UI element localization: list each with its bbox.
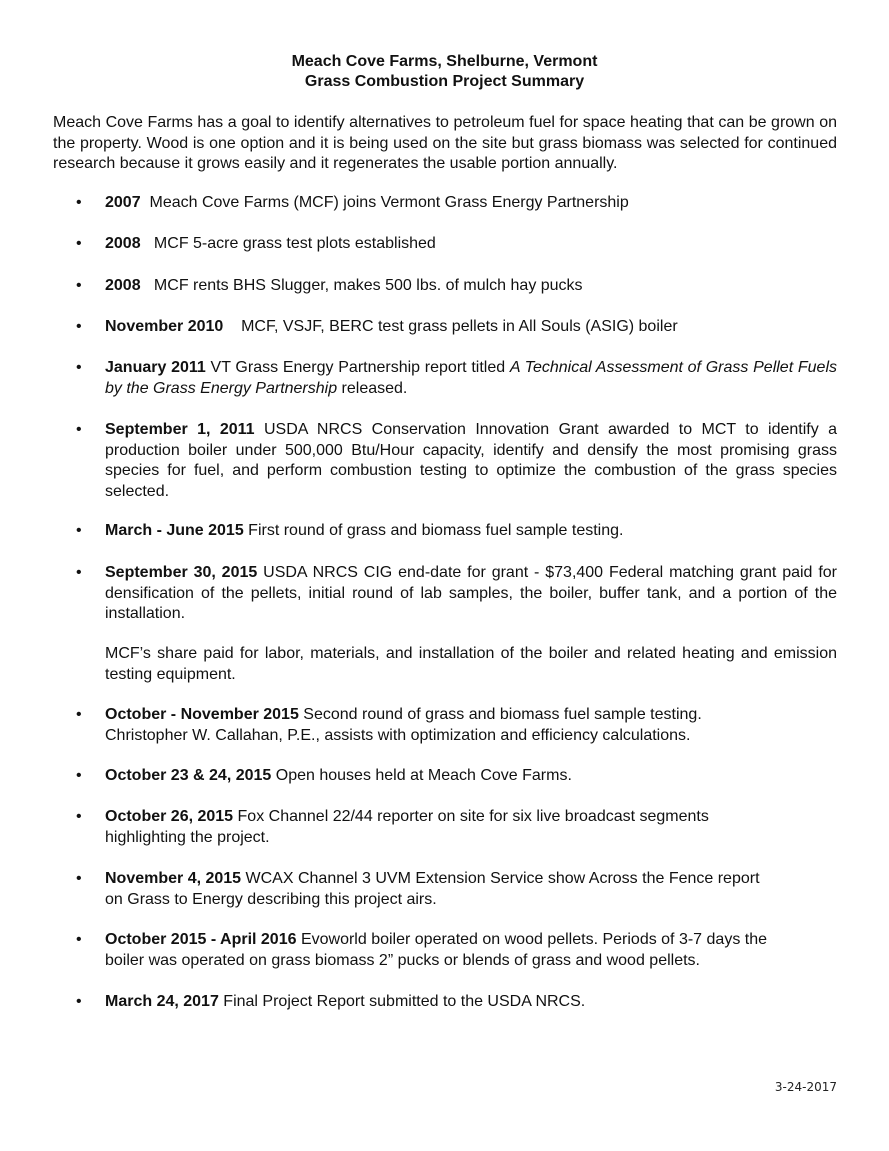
timeline-date: November 2010 (105, 318, 224, 335)
document-title: Meach Cove Farms, Shelburne, Vermont (291, 53, 598, 70)
bullet-icon: • (76, 931, 82, 948)
timeline-description: MCF, VSJF, BERC test grass pellets in All Souls (ASIG) boiler (223, 318, 678, 335)
timeline-text (105, 521, 837, 542)
timeline-text (105, 317, 837, 338)
timeline-date: October 23 & 24, 2015 (105, 767, 272, 784)
bullet-icon: • (76, 522, 82, 539)
report-title: A Technical Assessment of Grass Pellet Fuels by the Grass Energy Partnership (105, 359, 837, 397)
timeline-text (105, 358, 837, 399)
timeline-description-line2: on Grass to Energy describing this project airs. (105, 890, 437, 908)
timeline-date: March 24, 2017 (105, 993, 219, 1010)
timeline-text (105, 234, 837, 255)
timeline-text (105, 869, 837, 910)
timeline-text (105, 276, 837, 297)
timeline-date: March - June 2015 (105, 522, 244, 539)
bullet-icon: • (76, 767, 82, 784)
timeline-date: January 2011 (105, 359, 206, 376)
timeline-description: MCF rents BHS Slugger, makes 500 lbs. of mulch hay pucks (140, 277, 583, 294)
timeline-description: Meach Cove Farms (MCF) joins Vermont Grass Energy Partnership (140, 194, 629, 211)
timeline-text (105, 992, 837, 1013)
timeline-description: USDA NRCS CIG end-date for grant - $73,400 Federal matching grant paid for densification of the pellets, initial round of lab samples, the boiler, buffer tank, and a portion of the installation. (105, 564, 838, 622)
bullet-icon: • (76, 235, 82, 252)
timeline-description: Final Project Report submitted to the USDA NRCS. (218, 993, 586, 1010)
timeline-text (105, 807, 837, 848)
timeline-text (105, 930, 837, 971)
timeline-date: September 1, 2011 (105, 421, 255, 438)
timeline-description: Open houses held at Meach Cove Farms. (271, 767, 572, 784)
bullet-icon: • (76, 194, 82, 211)
timeline-text (105, 705, 837, 746)
timeline-description-line2: highlighting the project. (105, 828, 270, 846)
timeline-date: 2007 (105, 194, 141, 211)
timeline-description-line2: boiler was operated on grass biomass 2” pucks or blends of grass and wood pellets. (105, 951, 700, 969)
bullet-icon: • (76, 808, 82, 825)
timeline-date: 2008 (105, 277, 141, 294)
timeline-description-end: released. (337, 379, 408, 397)
timeline-date: October 26, 2015 (105, 808, 234, 825)
bullet-icon: • (76, 359, 82, 376)
timeline-text (105, 420, 837, 502)
bullet-icon: • (76, 993, 82, 1010)
timeline-date: November 4, 2015 (105, 870, 242, 887)
bullet-icon: • (76, 277, 82, 294)
bullet-icon: • (76, 318, 82, 335)
timeline-description: Evoworld boiler operated on wood pellets. Periods of 3-7 days the (296, 931, 767, 948)
timeline-description: USDA NRCS Conservation Innovation Grant awarded to MCT to identify a production boiler under 500,000 Btu/Hour capacity, identify and densify the most promising grass species for fuel, and perform combustion testing to optimize the combustion of the grass species selected. (105, 421, 838, 500)
timeline-description: First round of grass and biomass fuel sample testing. (243, 522, 624, 539)
timeline-note: MCF’s share paid for labor, materials, and installation of the boiler and related heating and emission testing equipment. (105, 645, 837, 683)
timeline-text (105, 563, 837, 625)
footer-date: 3-24-2017 (774, 1080, 837, 1094)
bullet-icon: • (76, 706, 82, 723)
timeline-text (105, 766, 837, 787)
timeline-text (105, 193, 837, 214)
timeline-date: October - November 2015 (105, 706, 299, 723)
timeline-date: October 2015 - April 2016 (105, 931, 297, 948)
timeline-date: September 30, 2015 (105, 564, 258, 581)
bullet-icon: • (76, 870, 82, 887)
intro-paragraph: Meach Cove Farms has a goal to identify alternatives to petroleum fuel for space heating that can be grown on the property. Wood is one option and it is being used on the site but grass biomass was selected for continued research because it grows easily and it regenerates the usable portion annually. (53, 114, 837, 172)
timeline-description: Second round of grass and biomass fuel sample testing. (298, 706, 702, 723)
bullet-icon: • (76, 421, 82, 438)
timeline-description: WCAX Channel 3 UVM Extension Service show Across the Fence report (241, 870, 760, 887)
bullet-icon: • (76, 564, 82, 581)
timeline-date: 2008 (105, 235, 141, 252)
timeline-description: MCF 5-acre grass test plots established (140, 235, 436, 252)
document-subtitle: Grass Combustion Project Summary (304, 73, 585, 90)
timeline-description: VT Grass Energy Partnership report titled (205, 359, 510, 376)
timeline-description-line2: Christopher W. Callahan, P.E., assists with optimization and efficiency calculations. (105, 726, 691, 744)
timeline-description: Fox Channel 22/44 reporter on site for six live broadcast segments (233, 808, 709, 825)
